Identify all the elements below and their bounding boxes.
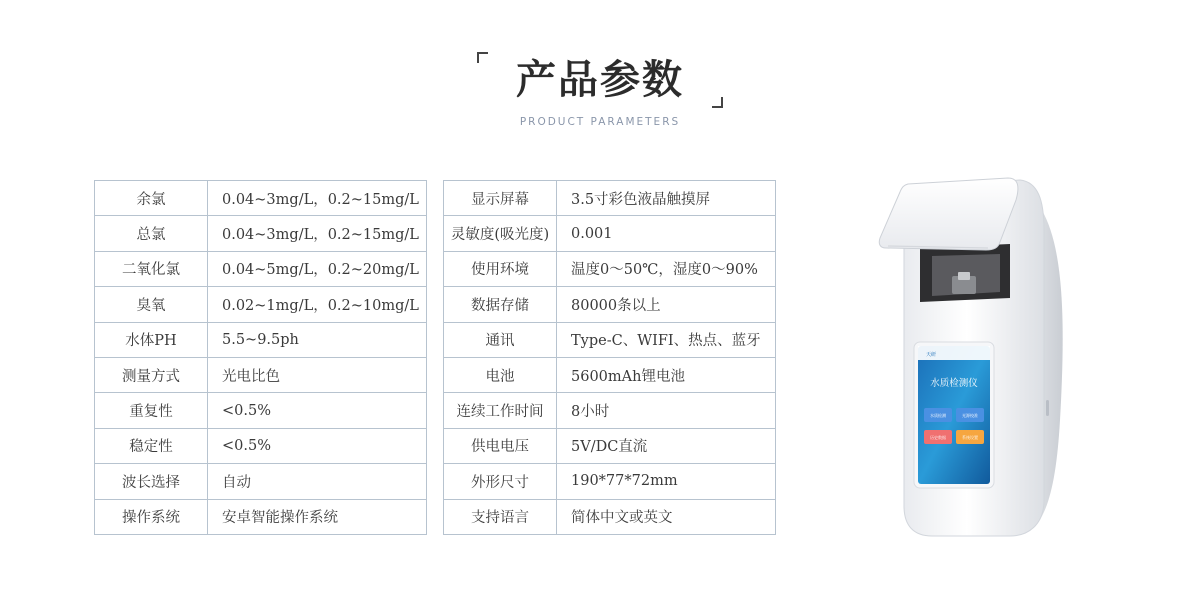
table-row xyxy=(95,181,427,216)
table-row xyxy=(95,216,427,251)
spec-label: 二氧化氯 xyxy=(95,251,208,286)
spec-value: 0.04~5mg/L，0.2~20mg/L xyxy=(208,251,427,286)
spec-label: 操作系统 xyxy=(95,499,208,534)
spec-value: 0.04~3mg/L，0.2~15mg/L xyxy=(208,181,427,216)
spec-value: 80000条以上 xyxy=(557,287,776,322)
section-header xyxy=(0,0,1200,140)
svg-text:历史数据: 历史数据 xyxy=(930,435,946,440)
spec-label: 重复性 xyxy=(95,393,208,428)
spec-value: 5600mAh锂电池 xyxy=(557,357,776,392)
spec-label: 外形尺寸 xyxy=(444,464,557,499)
spec-value: 5V/DC直流 xyxy=(557,428,776,463)
spec-label: 支持语言 xyxy=(444,499,557,534)
spec-value: 8小时 xyxy=(557,393,776,428)
spec-label: 臭氧 xyxy=(95,287,208,322)
spec-label: 测量方式 xyxy=(95,357,208,392)
spec-value: 3.5寸彩色液晶触摸屏 xyxy=(557,181,776,216)
table-row xyxy=(95,287,427,322)
spec-value: 光电比色 xyxy=(208,357,427,392)
spec-label: 连续工作时间 xyxy=(444,393,557,428)
spec-label: 数据存储 xyxy=(444,287,557,322)
brand-logo-text: 天研 xyxy=(926,352,937,358)
spec-value: <0.5% xyxy=(208,428,427,463)
spec-table-left xyxy=(94,180,427,535)
spec-label: 通讯 xyxy=(444,322,557,357)
screen-title: 水质检测仪 xyxy=(930,378,978,389)
product-image xyxy=(860,160,1080,560)
table-row xyxy=(444,499,776,534)
spec-value: 0.001 xyxy=(557,216,776,251)
spec-label: 余氯 xyxy=(95,181,208,216)
table-row xyxy=(444,464,776,499)
spec-value: 0.04~3mg/L，0.2~15mg/L xyxy=(208,216,427,251)
spec-label: 总氯 xyxy=(95,216,208,251)
table-row xyxy=(95,499,427,534)
table-row xyxy=(444,428,776,463)
table-row xyxy=(95,393,427,428)
spec-value: Type-C、WIFI、热点、蓝牙 xyxy=(557,322,776,357)
page-subtitle: PRODUCT PARAMETERS xyxy=(519,116,681,128)
table-row xyxy=(95,464,427,499)
table-row xyxy=(444,251,776,286)
spec-label: 波长选择 xyxy=(95,464,208,499)
svg-text:系统设置: 系统设置 xyxy=(962,435,978,440)
spec-label: 水体PH xyxy=(95,322,208,357)
spec-label: 灵敏度(吸光度) xyxy=(444,216,557,251)
table-row xyxy=(444,216,776,251)
table-row xyxy=(444,287,776,322)
spec-value: 简体中文或英文 xyxy=(557,499,776,534)
device-lid xyxy=(879,178,1018,250)
table-row xyxy=(95,322,427,357)
spec-label: 使用环境 xyxy=(444,251,557,286)
svg-text:水质检测: 水质检测 xyxy=(930,413,946,418)
spec-value: 自动 xyxy=(208,464,427,499)
spec-label: 显示屏幕 xyxy=(444,181,557,216)
spec-value: 温度0～50℃，湿度0～90% xyxy=(557,251,776,286)
spec-label: 电池 xyxy=(444,357,557,392)
table-row xyxy=(444,181,776,216)
spec-value: 5.5~9.5ph xyxy=(208,322,427,357)
table-row xyxy=(95,357,427,392)
table-row xyxy=(444,393,776,428)
spec-table-right xyxy=(443,180,776,535)
spec-value: 190*77*72mm xyxy=(557,464,776,499)
bracket-bottom-right xyxy=(712,97,723,108)
table-row xyxy=(95,251,427,286)
svg-text:光源校准: 光源校准 xyxy=(962,413,978,418)
spec-value: 0.02~1mg/L，0.2~10mg/L xyxy=(208,287,427,322)
table-row xyxy=(444,322,776,357)
table-row xyxy=(95,428,427,463)
table-row xyxy=(444,357,776,392)
spec-value: <0.5% xyxy=(208,393,427,428)
page-title: 产品参数 xyxy=(516,56,684,103)
side-button xyxy=(1046,400,1049,416)
spec-label: 稳定性 xyxy=(95,428,208,463)
spec-label: 供电电压 xyxy=(444,428,557,463)
spec-value: 安卓智能操作系统 xyxy=(208,499,427,534)
